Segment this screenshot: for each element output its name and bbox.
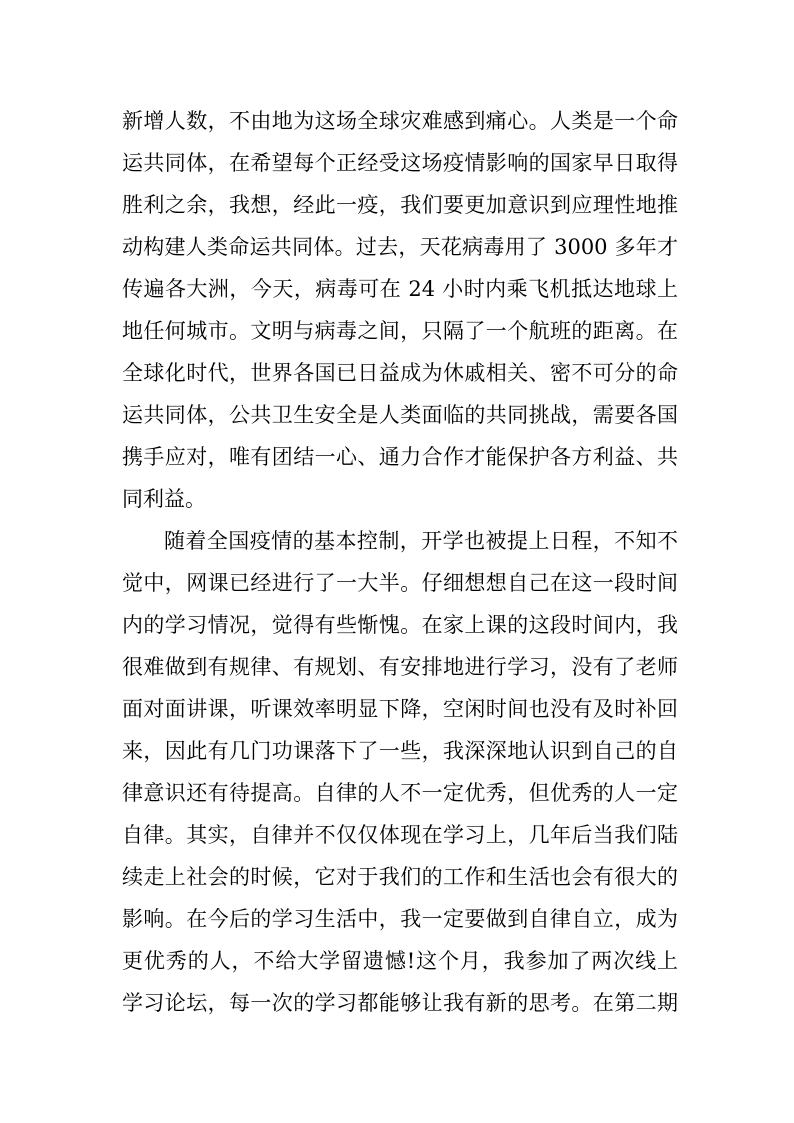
text-line: 更优秀的人，不给大学留遗憾!这个月，我参加了两次线上 <box>122 949 678 973</box>
paragraph-1 <box>122 100 678 520</box>
text-line: 自律。其实，自律并不仅仅体现在学习上，几年后当我们陆 <box>122 823 678 847</box>
text-line: 来，因此有几门功课落下了一些，我深深地认识到自己的自 <box>122 739 678 763</box>
text-line: 传遍各大洲，今天，病毒可在 24 小时内乘飞机抵达地球上 <box>122 277 678 301</box>
text-line: 新增人数，不由地为这场全球灾难感到痛心。人类是一个命 <box>122 109 678 133</box>
text-line: 影响。在今后的学习生活中，我一定要做到自律自立，成为 <box>122 907 678 931</box>
text-line: 律意识还有待提高。自律的人不一定优秀，但优秀的人一定 <box>122 781 678 805</box>
text-line: 内的学习情况，觉得有些惭愧。在家上课的这段时间内，我 <box>122 613 678 637</box>
text-line: 运共同体，公共卫生安全是人类面临的共同挑战，需要各国 <box>122 403 678 427</box>
text-line: 同利益。 <box>122 487 206 511</box>
text-line: 全球化时代，世界各国已日益成为休戚相关、密不可分的命 <box>122 361 678 385</box>
text-line: 动构建人类命运共同体。过去，天花病毒用了 3000 多年才 <box>122 235 678 259</box>
paragraph-2 <box>122 520 678 1024</box>
text-line: 觉中，网课已经进行了一大半。仔细想想自己在这一段时间 <box>122 571 678 595</box>
text-line: 胜利之余，我想，经此一疫，我们要更加意识到应理性地推 <box>122 193 678 217</box>
document-body <box>122 100 678 1024</box>
text-line: 携手应对，唯有团结一心、通力合作才能保护各方利益、共 <box>122 445 678 469</box>
text-line: 学习论坛，每一次的学习都能够让我有新的思考。在第二期 <box>122 991 678 1015</box>
text-line: 随着全国疫情的基本控制，开学也被提上日程，不知不 <box>164 529 678 553</box>
text-line: 运共同体，在希望每个正经受这场疫情影响的国家早日取得 <box>122 151 678 175</box>
text-line: 很难做到有规律、有规划、有安排地进行学习，没有了老师 <box>122 655 678 679</box>
text-line: 面对面讲课，听课效率明显下降，空闲时间也没有及时补回 <box>122 697 678 721</box>
text-line: 续走上社会的时候，它对于我们的工作和生活也会有很大的 <box>122 865 678 889</box>
text-line: 地任何城市。文明与病毒之间，只隔了一个航班的距离。在 <box>122 319 678 343</box>
